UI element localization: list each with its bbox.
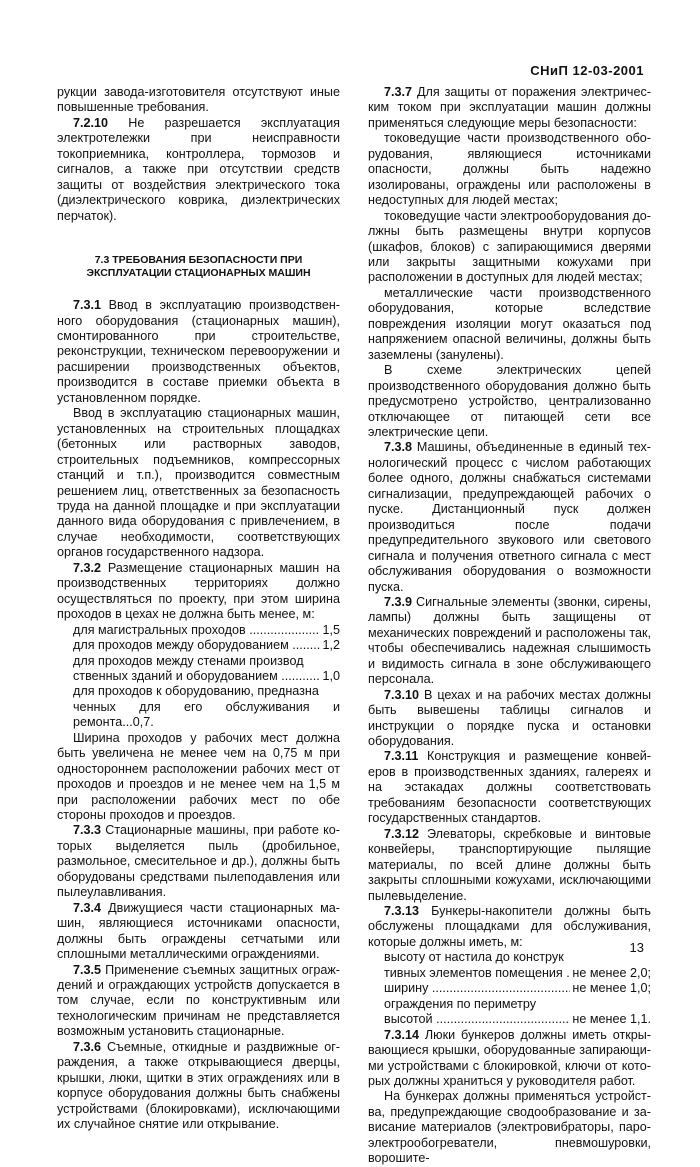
clause-7-3-9 — [368, 595, 651, 688]
clause-number: 7.3.14 — [384, 1027, 420, 1042]
paragraph: Ввод в эксплуатацию стационарных машин, установленных на строительных площадках (бетонных или растворных заводов, строительных подъемников, компрессорных станций и т.п.), производится совместным решением лиц, ответственных за безопасность труда на данной площадке и при эксплуатации данного вида оборудования с привлечением, в случае необходимости, соответствующих органов государственного надзора. — [57, 406, 340, 560]
list-item — [57, 638, 340, 653]
clause-text: Для защиты от поражения электрическим током при эксплуатации машин должны применяться следующие меры безопасности: — [368, 85, 651, 130]
list-item — [368, 981, 651, 996]
paragraph: токоведущие части электрооборудования должны быть размещены внутри корпусов (шкафов, блоков) с запирающимися дверями или закрыты защитными кожухами при расположении в доступных для людей местах; — [368, 208, 651, 285]
clause-number: 7.3.11 — [384, 749, 419, 764]
clause-text: Элеваторы, скребковые и винтовые конвейеры, транспортирующие пылящие материалы, по всей длине должны быть закрыты сплошными кожухами, исключающими пылевыделение. — [368, 826, 651, 903]
list-item-line: для проходов к оборудованию, предназна — [73, 684, 319, 699]
list-item — [57, 669, 340, 684]
list-item-label: высотой ..... — [384, 1012, 570, 1027]
clause-text: В цехах и на рабочих местах должны быть вывешены таблицы сигналов и инструкции о порядке пуска и остановки оборудования. — [368, 687, 651, 749]
clause-7-3-2 — [57, 561, 340, 623]
clause-7-3-3 — [57, 823, 340, 900]
clause-text: Съемные, откидные и раздвижные ограждения, а также открывающиеся дверцы, крышки, люки, щитки в этих ограждениях или в корпусе оборудования должны быть снабжены устройствами (блокировками), исключающими их случайное снятие или открывание. — [57, 1039, 340, 1132]
clause-text: Размещение стационарных машин на производственных территориях должно осуществляться по проекту, при этом ширина проходов в цехах не должна быть менее, м: — [57, 560, 340, 622]
paragraph: В схеме электрических цепей производственного оборудования должно быть предусмотрено устройство, централизованно отключающее от питающей сети все электрические цепи. — [368, 363, 651, 439]
list-item-label: тивных элементов помещения ..... — [384, 966, 570, 981]
clause-7-3-6 — [57, 1040, 340, 1133]
clause-7-3-8 — [368, 440, 651, 595]
list-item-line: ченных для его обслуживания и ремонта...0,7. — [73, 699, 340, 730]
list-item-value: 1,2 — [322, 638, 340, 653]
list-item-value: не менее 1,1. — [572, 1012, 651, 1027]
clause-text: Люки бункеров должны иметь открывающиеся крышки, оборудованные запирающими устройствами с блокировкой, ключи от которых должны храниться у руководителя работ. — [368, 1027, 651, 1088]
clause-number: 7.3.2 — [73, 560, 102, 575]
clause-text: Не разрешается эксплуатация электротележки при неисправности токоприемника, контроллера, тормозов и сигналов, а также при отсутствии средств защиты от воздействия электрического тока (диэлектрического коврика, диэлектрических перчаток). — [57, 115, 340, 223]
clause-number: 7.3.9 — [384, 594, 413, 609]
clause-7-3-12 — [368, 827, 651, 904]
clause-text: Стационарные машины, при работе которых выделяется пыль (дробильное, размольное, смесительное и др.), должны быть оборудованы средствами пылеподавления или пылеулавливания. — [57, 823, 340, 900]
list-item — [57, 623, 340, 638]
list-item-value: не менее 2,0; — [572, 965, 651, 980]
list-item-label: для проходов между оборудованием ..... — [73, 638, 320, 653]
section-heading: 7.3 ТРЕБОВАНИЯ БЕЗОПАСНОСТИ ПРИ ЭКСПЛУАТАЦИИ СТАЦИОНАРНЫХ МАШИН — [86, 254, 311, 280]
clause-text: Движущиеся части стационарных машин, являющиеся источниками опасности, должны быть ограждены сетчатыми или сплошными металлическими ограждениями. — [57, 900, 340, 962]
clause-7-3-11 — [368, 749, 651, 826]
paragraph: рукции завода-изготовителя отсутствуют иные повышенные требования. — [57, 85, 340, 115]
clause-7-3-4 — [57, 901, 340, 963]
document-code-header: СНиП 12-03-2001 — [530, 63, 644, 78]
clause-number: 7.2.10 — [73, 115, 109, 130]
clause-number: 7.3.1 — [73, 298, 102, 313]
clause-7-3-5 — [57, 963, 340, 1040]
clause-text: Сигнальные элементы (звонки, сирены, лампы) должны быть защищены от механических повреждений и расположены так, чтобы обеспечивались надежная слышимость и видимость сигнала в зоне обслуживающего персонала. — [368, 594, 651, 687]
paragraph: Ширина проходов у рабочих мест должна быть увеличена не менее чем на 0,75 м при одностороннем расположении рабочих мест от проходов и проездов и не менее чем на 1,5 м при расположении рабочих мест по обе стороны проходов и проездов. — [57, 730, 340, 823]
paragraph: металлические части производственного оборудования, которые вследствие повреждения изоляции могут оказаться под напряжением опасной величины, должны быть заземлены (занулены). — [368, 285, 651, 362]
list-item-line: ограждения по периметру — [384, 996, 537, 1011]
paragraph: токоведущие части производственного оборудования, являющиеся источниками опасности, должны быть надежно изолированы, ограждены или расположены в недоступных для людей местах; — [368, 131, 651, 208]
clause-number: 7.3.12 — [384, 826, 420, 841]
clause-7-3-13 — [368, 904, 651, 950]
clause-number: 7.3.7 — [384, 85, 413, 99]
clause-text: Машины, объединенные в единый технологический процесс с числом работающих более одного, должны снабжаться системами сигнализации, предупреждающей рабочих о пуске. Дистанционный пуск должен производиться после подачи предупредительного звукового или светового сигнала и получения ответного сигнала с мест обслуживания оборудования о возможности пуска. — [368, 440, 651, 594]
list-item — [368, 966, 651, 981]
clause-text: Конструкция и размещение конвейеров в производственных зданиях, галереях и на эстакадах должны соответствовать требованиям безопасности соответствующих государственных стандартов. — [368, 749, 651, 826]
clause-7-2-10 — [57, 116, 340, 224]
page-number: 13 — [629, 940, 644, 955]
clause-number: 7.3.4 — [73, 900, 102, 915]
list-item-label: ширину ..... — [384, 981, 570, 996]
left-column — [57, 85, 340, 1133]
clause-7-3-10 — [368, 688, 651, 750]
list-item-label: для магистральных проходов ..... — [73, 623, 320, 638]
list-item-value: 1,5 — [322, 622, 340, 637]
list-item-line: высоту от настила до конструк — [384, 950, 564, 965]
list-item-value: 1,0 — [322, 668, 340, 683]
clause-number: 7.3.3 — [73, 823, 102, 838]
list-item-label: ственных зданий и оборудованием ..... — [73, 669, 320, 684]
clause-number: 7.3.13 — [384, 904, 420, 919]
clause-7-3-1 — [57, 298, 340, 406]
clause-text: Бункеры-накопители должны быть обслужены площадками для обслуживания, которые должны иметь, м: — [368, 904, 651, 949]
list-item-value: не менее 1,0; — [572, 981, 651, 996]
clause-number: 7.3.6 — [73, 1039, 102, 1054]
paragraph: На бункерах должны применяться устройства, предупреждающие сводообразование и зависание материалов (электровибраторы, пароэлектрообогреватели, пневмошуровки, ворошите- — [368, 1089, 651, 1166]
list-item-line: для проходов между стенами производ — [73, 653, 304, 668]
clause-text: Применение съемных защитных ограждений и ограждающих устройств допускается в том случае, если по конструктивным или технологическим причинам не представляется возможным установить стационарные. — [57, 962, 340, 1039]
clause-7-3-7 — [368, 85, 651, 131]
clause-7-3-14 — [368, 1028, 651, 1090]
clause-number: 7.3.8 — [384, 440, 413, 455]
right-column — [368, 85, 651, 1167]
clause-number: 7.3.10 — [384, 687, 420, 702]
clause-number: 7.3.5 — [73, 962, 102, 977]
clause-text: Ввод в эксплуатацию производственного оборудования (стационарных машин), смонтированного при строительстве, реконструкции, техническом перевооружении и расширении производственных объектов, производится в составе приемки объекта в установленном порядке. — [57, 298, 340, 405]
